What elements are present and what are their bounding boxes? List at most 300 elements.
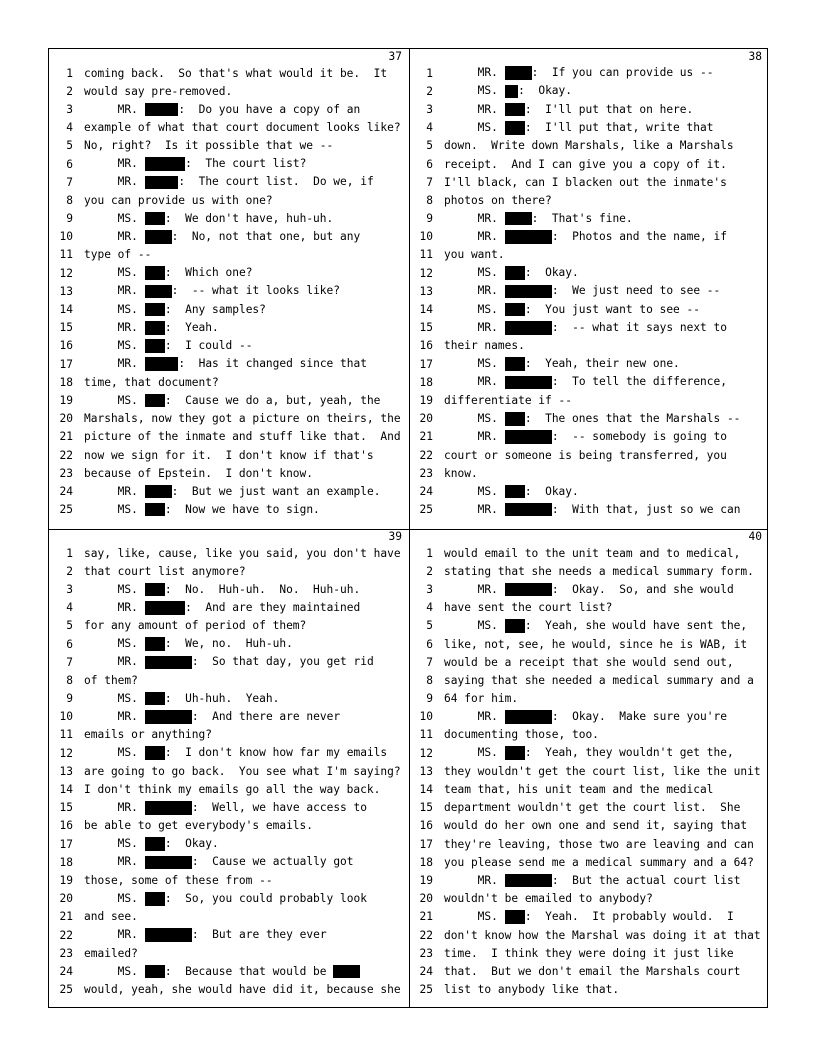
line-text	[84, 655, 374, 669]
transcript-grid	[48, 48, 768, 1008]
line-text	[84, 874, 273, 887]
text-segment: MR.	[444, 502, 505, 516]
transcript-line	[409, 744, 769, 762]
line-number: 4	[426, 121, 433, 135]
line-text	[444, 746, 734, 760]
redaction-block	[145, 601, 186, 615]
line-text	[84, 503, 320, 517]
text-segment: MR.	[444, 284, 505, 298]
text-segment: MS.	[84, 837, 145, 851]
line-text	[84, 928, 327, 942]
text-segment: MR.	[84, 102, 145, 116]
line-number: 11	[419, 728, 433, 742]
transcript-line	[409, 780, 769, 798]
text-segment: MR.	[444, 320, 505, 334]
text-segment: : Cause we do a, but, yeah, the	[164, 393, 381, 407]
text-segment: MR.	[84, 484, 145, 498]
transcript-line	[409, 119, 769, 137]
transcript-line	[409, 155, 769, 173]
line-text	[444, 692, 518, 705]
text-segment: would email to the unit team and to medical,	[444, 546, 741, 560]
line-number: 25	[419, 983, 433, 997]
transcript-line	[409, 853, 769, 871]
transcript-line	[409, 228, 769, 246]
transcript-line	[49, 137, 409, 155]
text-segment: MS.	[444, 266, 505, 280]
text-segment: emails or anything?	[84, 728, 212, 742]
text-segment: MR.	[444, 873, 505, 887]
text-segment: for any amount of period of them?	[84, 619, 307, 633]
text-segment: would say pre-removed.	[84, 84, 233, 98]
line-text	[84, 947, 138, 960]
line-number: 1	[66, 66, 73, 80]
line-number: 5	[426, 139, 433, 153]
transcript-line	[409, 300, 769, 318]
text-segment: : The ones that the Marshals --	[524, 411, 741, 425]
transcript-line	[49, 981, 409, 999]
line-number: 8	[66, 673, 73, 687]
line-text	[444, 357, 680, 371]
text-segment: type of --	[84, 248, 152, 262]
transcript-line	[409, 635, 769, 653]
transcript-line	[409, 890, 769, 908]
transcript-line	[49, 210, 409, 228]
text-segment: : If you can provide us --	[531, 66, 714, 80]
line-number: 22	[59, 928, 73, 942]
text-segment: MS.	[84, 502, 145, 516]
transcript-line	[49, 962, 409, 980]
text-segment: : We just need to see --	[551, 284, 721, 298]
page-number: 39	[388, 530, 402, 543]
text-segment: MR.	[444, 102, 505, 116]
text-segment: MR.	[444, 66, 505, 80]
line-number: 8	[66, 193, 73, 207]
transcript-line	[409, 482, 769, 500]
line-number: 24	[419, 964, 433, 978]
line-text	[444, 929, 761, 942]
text-segment: MR.	[444, 709, 505, 723]
line-number: 10	[419, 710, 433, 724]
text-segment: like, not, see, he would, since he is WAB, it	[444, 637, 748, 651]
line-number: 14	[419, 303, 433, 317]
line-text	[444, 212, 633, 226]
redaction-block	[145, 692, 165, 706]
line-text	[444, 467, 478, 480]
line-text	[444, 874, 740, 888]
text-segment: : I don't know how far my emails	[164, 746, 388, 760]
text-segment: : Okay.	[524, 266, 579, 280]
line-number: 24	[59, 964, 73, 978]
line-text	[444, 601, 612, 614]
transcript-line	[49, 708, 409, 726]
line-number: 25	[419, 503, 433, 517]
text-segment: they wouldn't get the court list, like the unit	[444, 764, 761, 778]
text-segment: I'll black, can I blacken out the inmate's	[444, 175, 727, 189]
text-segment: No, right? Is it possible that we --	[84, 139, 334, 153]
line-number: 5	[66, 619, 73, 633]
line-number: 21	[59, 430, 73, 444]
transcript-line	[409, 210, 769, 228]
transcript-line	[409, 871, 769, 889]
transcript-line	[409, 64, 769, 82]
line-text	[84, 266, 252, 280]
transcript-line	[409, 410, 769, 428]
line-number: 13	[419, 764, 433, 778]
transcript-line	[409, 355, 769, 373]
transcript-page-40	[409, 529, 769, 1009]
line-text	[444, 710, 727, 724]
transcript-line	[409, 690, 769, 708]
line-text	[444, 303, 700, 317]
line-number: 18	[59, 375, 73, 389]
text-segment: : Now we have to sign.	[164, 502, 320, 516]
transcript-line	[409, 580, 769, 598]
line-number: 11	[59, 728, 73, 742]
text-segment: MR.	[444, 375, 505, 389]
line-number: 12	[419, 266, 433, 280]
text-segment: MR.	[84, 655, 145, 669]
line-text	[84, 212, 333, 226]
transcript-line	[409, 835, 769, 853]
line-text	[84, 892, 367, 906]
line-number: 12	[59, 746, 73, 760]
line-text	[84, 547, 401, 560]
line-text	[84, 837, 219, 851]
text-segment: team that, his unit team and the medical	[444, 783, 714, 797]
line-number: 16	[419, 339, 433, 353]
line-number: 7	[66, 655, 73, 669]
transcript-line	[49, 410, 409, 428]
text-segment: : And there are never	[191, 709, 341, 723]
line-text	[444, 176, 727, 189]
text-segment: saying that she needed a medical summary and a	[444, 673, 754, 687]
text-segment: would, yeah, she would have did it, because she	[84, 983, 401, 997]
text-segment: MR.	[84, 320, 145, 334]
text-segment: : Yeah, they wouldn't get the,	[524, 746, 734, 760]
transcript-line	[409, 191, 769, 209]
line-number: 22	[419, 448, 433, 462]
line-text	[444, 856, 754, 869]
text-segment: : No. Huh-uh. No. Huh-uh.	[164, 582, 361, 596]
line-text	[84, 746, 387, 760]
text-segment: MS.	[444, 357, 505, 371]
transcript-line	[49, 835, 409, 853]
text-segment: MR.	[84, 284, 145, 298]
text-segment: time, that document?	[84, 375, 219, 389]
line-text	[444, 66, 713, 80]
line-number: 7	[66, 175, 73, 189]
text-segment: : Has it changed since that	[178, 357, 367, 371]
line-number: 24	[59, 484, 73, 498]
transcript-line	[409, 762, 769, 780]
transcript-line	[409, 173, 769, 191]
line-number: 15	[59, 321, 73, 335]
text-segment: : Cause we actually got	[191, 855, 354, 869]
line-text	[444, 547, 740, 560]
line-text	[84, 230, 360, 244]
text-segment: MR.	[84, 357, 145, 371]
redaction-block	[145, 503, 165, 517]
transcript-line	[49, 780, 409, 798]
text-segment: MS.	[444, 484, 505, 498]
transcript-page-38	[409, 49, 769, 529]
text-segment: that. But we don't email the Marshals court	[444, 964, 741, 978]
transcript-line	[49, 653, 409, 671]
line-number: 23	[419, 466, 433, 480]
line-text	[84, 284, 340, 298]
text-segment: be able to get everybody's emails.	[84, 819, 314, 833]
line-text	[84, 157, 306, 171]
transcript-line	[409, 319, 769, 337]
line-text	[84, 692, 279, 706]
redaction-block	[505, 619, 525, 633]
line-text	[84, 194, 273, 207]
line-text	[444, 248, 505, 261]
transcript-line	[49, 908, 409, 926]
text-segment: : Okay. So, and she would	[551, 582, 734, 596]
line-number: 1	[66, 546, 73, 560]
text-segment: their names.	[444, 339, 525, 353]
line-text	[444, 339, 525, 352]
line-number: 18	[59, 855, 73, 869]
line-text	[84, 103, 360, 117]
text-segment: : So that day, you get rid	[191, 655, 374, 669]
line-number: 19	[59, 873, 73, 887]
text-segment: : Yeah.	[164, 320, 219, 334]
line-text	[444, 674, 754, 687]
line-text	[84, 637, 293, 651]
redaction-block	[505, 910, 525, 924]
text-segment: : You just want to see --	[524, 302, 700, 316]
line-number: 6	[66, 157, 73, 171]
transcript-lines	[49, 544, 409, 999]
transcript-line	[409, 671, 769, 689]
line-text	[84, 357, 367, 371]
redaction-block	[145, 339, 165, 353]
text-segment: have sent the court list?	[444, 601, 613, 615]
transcript-line	[409, 373, 769, 391]
line-text	[444, 656, 734, 669]
transcript-line	[49, 155, 409, 173]
line-text	[444, 412, 740, 426]
text-segment: : Yeah, she would have sent the,	[524, 618, 748, 632]
line-number: 21	[59, 910, 73, 924]
transcript-line	[49, 580, 409, 598]
redaction-block	[505, 430, 552, 444]
text-segment: say, like, cause, like you said, you don't have	[84, 546, 401, 560]
line-number: 20	[419, 892, 433, 906]
line-text	[444, 503, 740, 517]
line-number: 12	[59, 266, 73, 280]
redaction-block	[145, 321, 165, 335]
transcript-line	[49, 617, 409, 635]
text-segment: coming back. So that's what would it be. It	[84, 66, 388, 80]
line-text	[444, 619, 747, 633]
text-segment: you want.	[444, 248, 505, 262]
transcript-line	[49, 762, 409, 780]
line-number: 9	[66, 212, 73, 226]
line-text	[444, 394, 572, 407]
text-segment: MS.	[444, 618, 505, 632]
line-text	[444, 983, 619, 996]
text-segment: MS.	[84, 637, 145, 651]
line-number: 20	[59, 892, 73, 906]
redaction-block	[145, 965, 165, 979]
line-text	[444, 121, 713, 135]
redaction-block	[505, 746, 525, 760]
line-text	[444, 801, 740, 814]
transcript-line	[49, 482, 409, 500]
text-segment: : With that, just so we can	[551, 502, 741, 516]
transcript-page-39	[49, 529, 409, 1009]
page-number: 37	[388, 50, 402, 63]
transcript-line	[409, 100, 769, 118]
text-segment: : I could --	[164, 339, 253, 352]
line-number: 6	[66, 637, 73, 651]
transcript-line	[49, 944, 409, 962]
line-number: 17	[59, 357, 73, 371]
transcript-line	[409, 908, 769, 926]
line-text	[444, 485, 579, 499]
text-segment: MR.	[444, 429, 505, 443]
line-text	[84, 394, 380, 408]
transcript-line	[409, 246, 769, 264]
text-segment: court or someone is being transferred, you	[444, 448, 727, 462]
line-text	[444, 139, 734, 152]
text-segment: wouldn't be emailed to anybody?	[444, 892, 653, 906]
text-segment: would be a receipt that she would send out,	[444, 655, 734, 669]
text-segment: : Do you have a copy of an	[178, 102, 361, 116]
text-segment: picture of the inmate and stuff like that. And	[84, 430, 401, 444]
text-segment: MR.	[84, 175, 145, 189]
transcript-line	[49, 871, 409, 889]
text-segment: : I'll put that on here.	[524, 102, 694, 116]
line-text	[444, 321, 727, 335]
line-number: 23	[59, 946, 73, 960]
text-segment: MS.	[444, 909, 505, 923]
redaction-block	[505, 212, 532, 226]
line-text	[84, 819, 313, 832]
transcript-line	[49, 501, 409, 519]
line-text	[444, 230, 727, 244]
redaction-block	[505, 376, 552, 390]
text-segment: now we sign for it. I don't know if that's	[84, 448, 374, 462]
line-number: 10	[59, 230, 73, 244]
line-number: 16	[59, 339, 73, 353]
text-segment: stating that she needs a medical summary form.	[444, 564, 754, 578]
line-number: 7	[426, 175, 433, 189]
text-segment: department wouldn't get the court list. She	[444, 801, 741, 815]
text-segment: : Yeah, their new one.	[524, 357, 680, 371]
line-number: 16	[419, 819, 433, 833]
text-segment: MR.	[84, 157, 145, 171]
transcript-line	[409, 944, 769, 962]
transcript-line	[409, 817, 769, 835]
text-segment: : We, no. Huh-uh.	[164, 637, 293, 651]
text-segment: : The court list?	[185, 157, 307, 171]
text-segment: you can provide us with one?	[84, 193, 273, 207]
line-number: 6	[426, 157, 433, 171]
transcript-line	[409, 562, 769, 580]
line-number: 7	[426, 655, 433, 669]
line-number: 3	[426, 582, 433, 596]
line-text	[84, 85, 232, 98]
text-segment: : -- somebody is going to	[551, 429, 727, 443]
transcript-lines	[409, 544, 769, 999]
transcript-line	[409, 428, 769, 446]
line-text	[84, 303, 266, 317]
transcript-line	[409, 726, 769, 744]
redaction-block	[505, 266, 525, 280]
redaction-block	[145, 801, 192, 815]
line-text	[444, 892, 653, 905]
text-segment: MS.	[84, 746, 145, 760]
line-number: 3	[66, 582, 73, 596]
text-segment: down. Write down Marshals, like a Marshals	[444, 139, 734, 153]
text-segment: you please send me a medical summary and a 64?	[444, 855, 754, 869]
text-segment: MS.	[84, 582, 145, 596]
redaction-block	[505, 121, 525, 135]
line-number: 2	[66, 564, 73, 578]
transcript-line	[49, 246, 409, 264]
line-number: 23	[59, 466, 73, 480]
line-text	[444, 449, 727, 462]
text-segment: don't know how the Marshal was doing it at that	[444, 928, 761, 942]
transcript-line	[49, 228, 409, 246]
text-segment: : To tell the difference,	[551, 375, 727, 389]
page-number: 40	[748, 530, 762, 543]
line-text	[444, 838, 754, 851]
line-number: 14	[59, 303, 73, 317]
redaction-block	[505, 874, 552, 888]
transcript-line	[409, 799, 769, 817]
text-segment: : -- what it looks like?	[171, 284, 341, 298]
transcript-line	[49, 446, 409, 464]
text-segment: : Because that would be	[164, 964, 334, 978]
text-segment: : But we just want an example.	[171, 484, 381, 498]
text-segment: are going to go back. You see what I'm saying?	[84, 764, 401, 778]
transcript-page-37	[49, 49, 409, 529]
line-number: 10	[419, 230, 433, 244]
text-segment: would do her own one and send it, saying that	[444, 819, 748, 833]
transcript-line	[49, 82, 409, 100]
line-text	[444, 430, 727, 444]
redaction-block	[145, 157, 186, 171]
transcript-line	[49, 391, 409, 409]
transcript-line	[409, 617, 769, 635]
text-segment: : Uh-huh. Yeah.	[164, 691, 280, 705]
line-text	[84, 175, 374, 189]
line-number: 18	[419, 375, 433, 389]
redaction-block	[505, 103, 525, 117]
line-text	[84, 619, 306, 632]
redaction-block	[505, 503, 552, 517]
line-number: 5	[426, 619, 433, 633]
line-text	[84, 583, 360, 597]
line-number: 24	[419, 484, 433, 498]
redaction-block	[145, 357, 179, 371]
line-text	[84, 139, 333, 152]
line-text	[444, 765, 761, 778]
text-segment: MS.	[84, 339, 145, 352]
text-segment: : Photos and the name, if	[551, 229, 727, 243]
line-text	[84, 801, 367, 815]
transcript-line	[49, 428, 409, 446]
transcript-line	[409, 599, 769, 617]
text-segment: differentiate if --	[444, 393, 572, 407]
text-segment: MS.	[84, 302, 145, 316]
text-segment: MS.	[84, 393, 145, 407]
